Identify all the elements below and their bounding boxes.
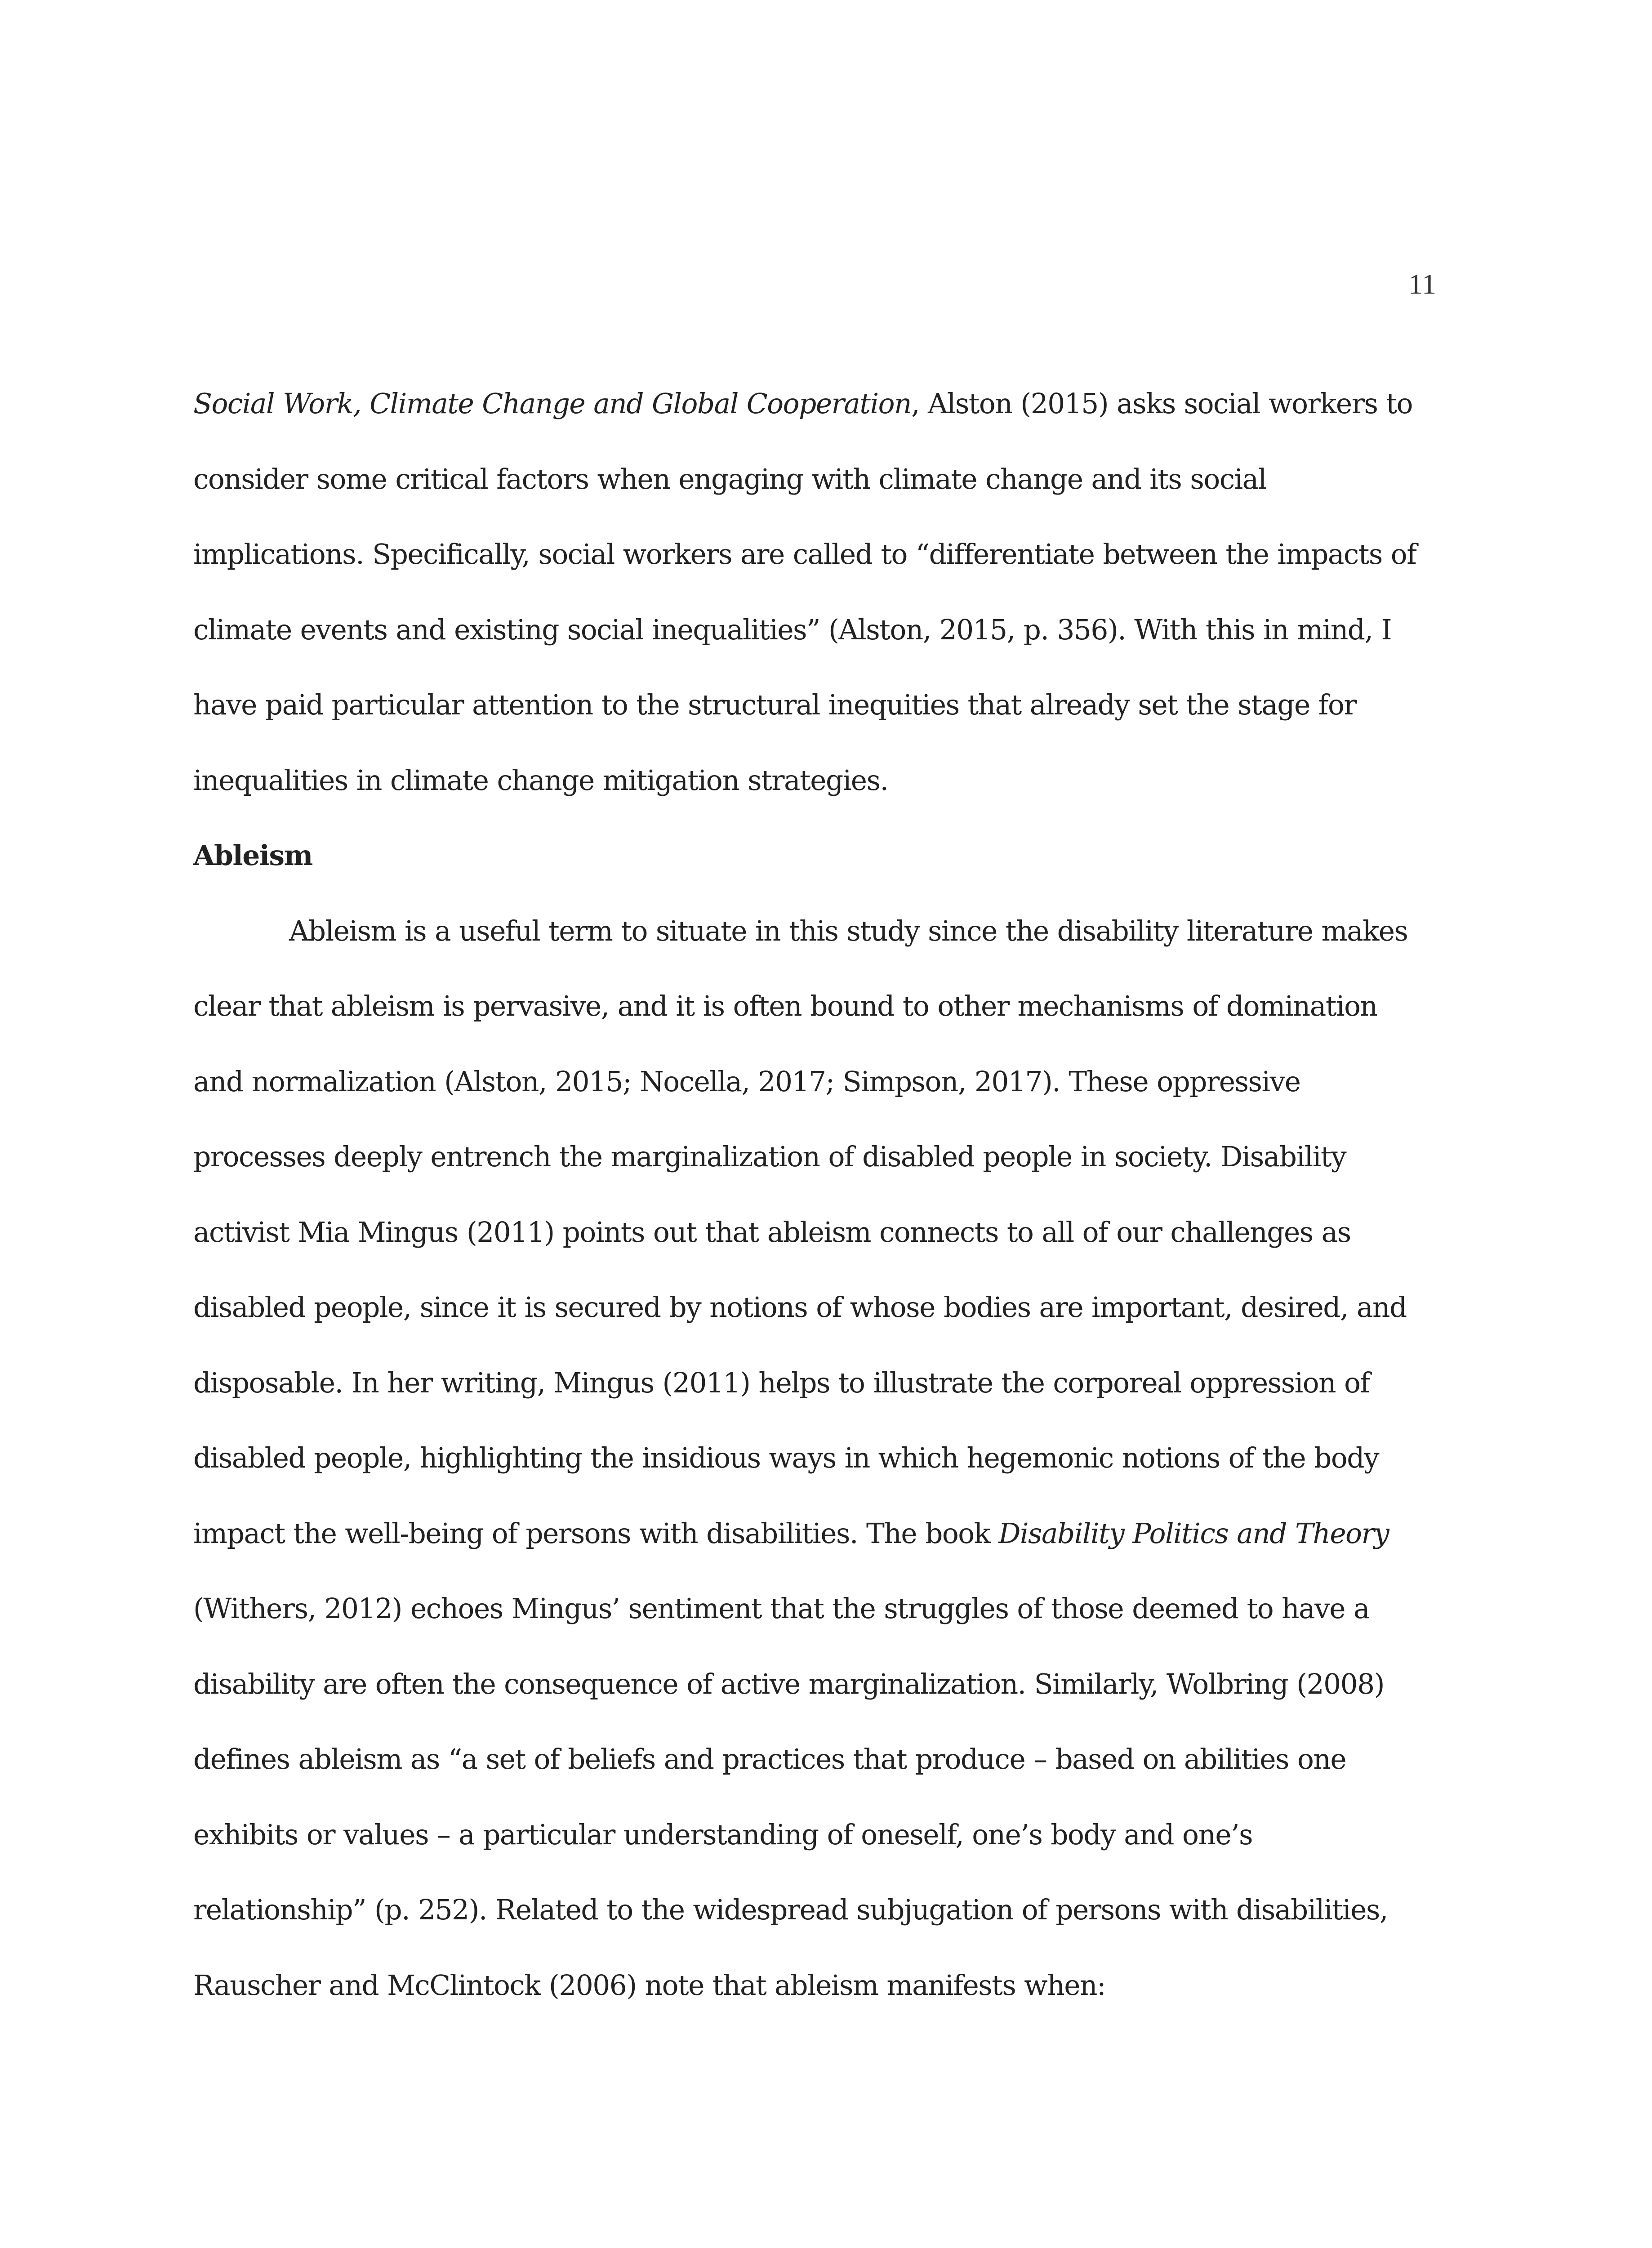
text-line: inequalities in climate change mitigation strategies. [193,764,888,797]
text-line: exhibits or values – a particular understanding of oneself, one’s body and one’s [193,1819,1253,1851]
text-line: activist Mia Mingus (2011) points out that ableism connects to all of our challenges as [193,1216,1351,1249]
text-line: clear that ableism is pervasive, and it is often bound to other mechanisms of domination [193,990,1377,1022]
text-line: and normalization (Alston, 2015; Nocella, 2017; Simpson, 2017). These oppressive [193,1066,1300,1098]
text-line: processes deeply entrench the marginalization of disabled people in society. Disability [193,1141,1346,1173]
text-line: have paid particular attention to the structural inequities that already set the stage for [193,689,1357,721]
text-line: consider some critical factors when engaging with climate change and its social [193,463,1266,495]
text-line: disposable. In her writing, Mingus (2011) helps to illustrate the corporeal oppression of [193,1367,1370,1399]
text-line: (Withers, 2012) echoes Mingus’ sentiment that the struggles of those deemed to have a [193,1593,1370,1625]
text-line: implications. Specifically, social workers are called to “differentiate between the impacts of [193,539,1416,571]
text-line: relationship” (p. 252). Related to the widespread subjugation of persons with disabilities, [193,1894,1388,1926]
paragraph-climate-change [193,366,1443,818]
text-line: Ableism is a useful term to situate in this study since the disability literature makes [289,915,1408,947]
text-line: defines ableism as “a set of beliefs and practices that produce – based on abilities one [193,1744,1346,1775]
page-number: 11 [1408,268,1436,300]
book-title: Social Work, Climate Change and Global Cooperation [193,388,911,420]
book-title: Disability Politics and Theory [998,1517,1389,1550]
text-line: Rauscher and McClintock (2006) note that ableism manifests when: [193,1969,1106,2002]
text-line: disability are often the consequence of active marginalization. Similarly, Wolbring (2008) [193,1668,1384,1700]
text-fragment: , Alston (2015) asks social workers to [911,388,1412,420]
text-line: climate events and existing social inequalities” (Alston, 2015, p. 356). With this in mind, I [193,614,1392,646]
text-line [193,366,1443,442]
text-line [193,1496,1443,1572]
text-line: disabled people, highlighting the insidious ways in which hegemonic notions of the body [193,1442,1379,1474]
section-heading: Ableism [193,839,312,872]
text-line: disabled people, since it is secured by notions of whose bodies are important, desired, and [193,1292,1407,1324]
paragraph-ableism [193,894,1443,2024]
text-fragment: impact the well-being of persons with disabilities. The book [193,1517,999,1550]
document-body [193,366,1443,2023]
